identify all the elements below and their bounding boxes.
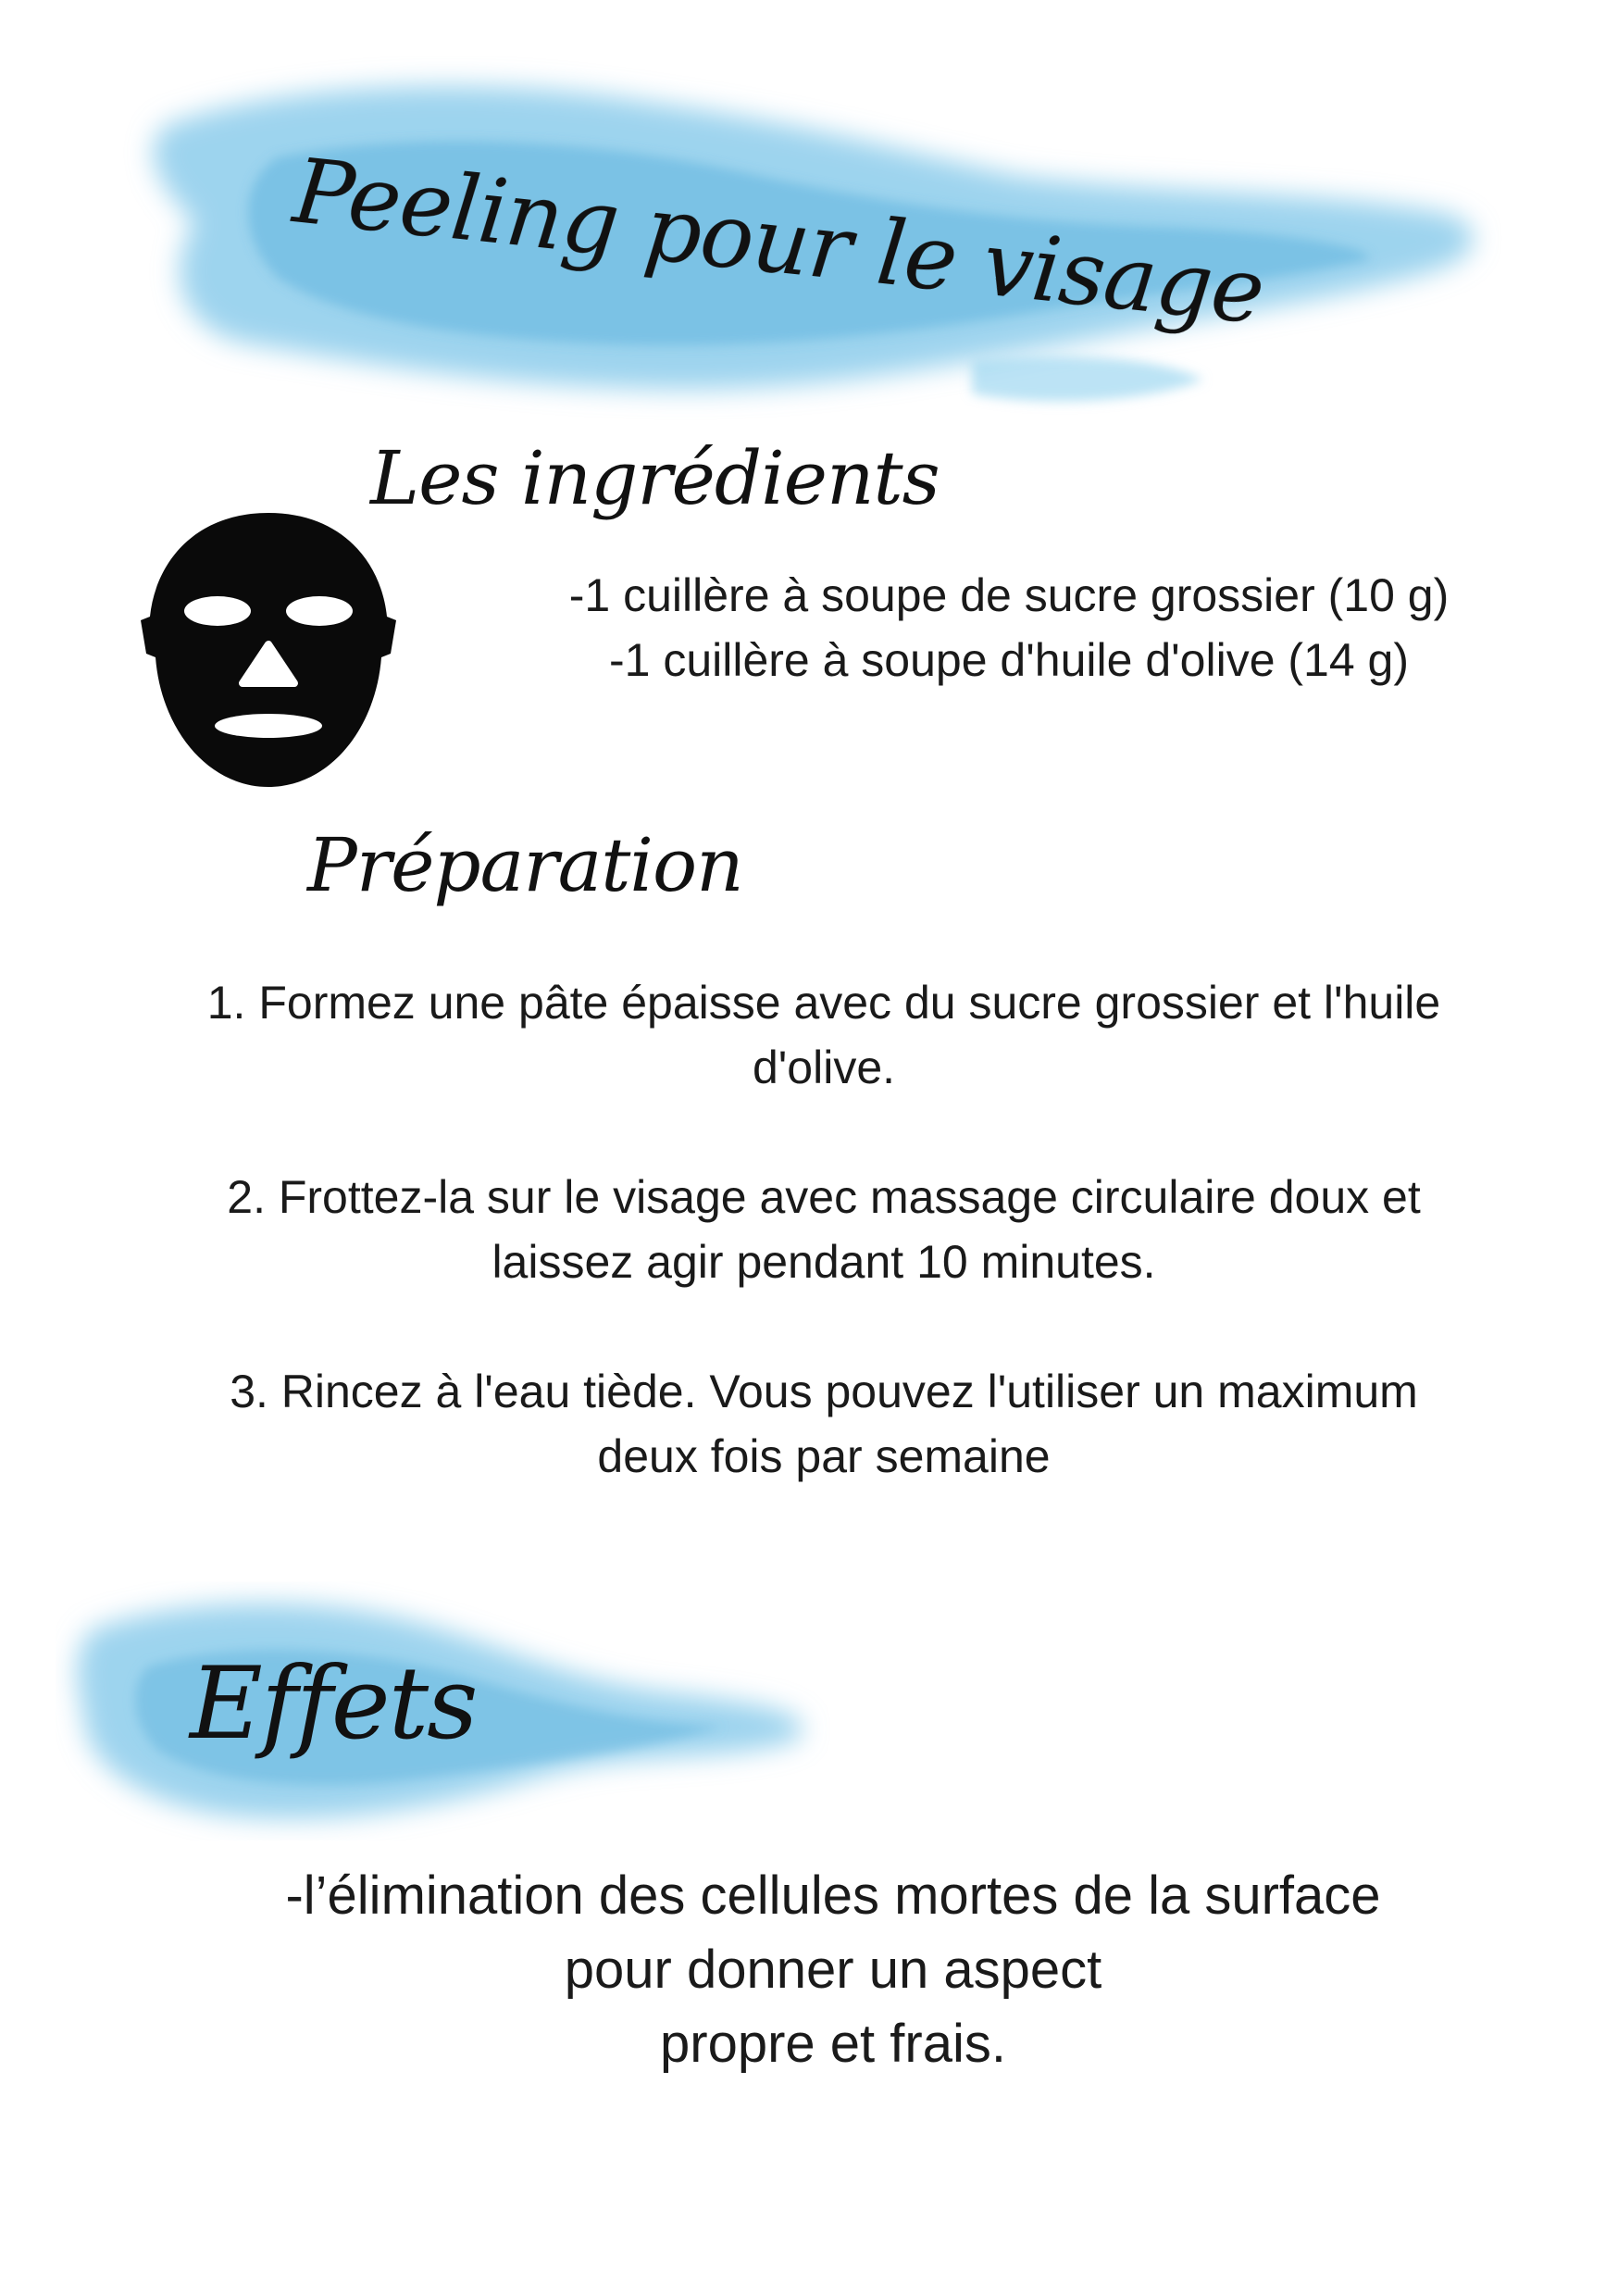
preparation-heading: Préparation [307, 822, 743, 908]
preparation-step [74, 1359, 1574, 1489]
step-line: 2. Frottez-la sur le visage avec massage circulaire doux et [227, 1171, 1421, 1223]
ingredients-heading: Les ingrédients [370, 435, 940, 521]
preparation-step [74, 1165, 1574, 1294]
step-line: d'olive. [752, 1042, 896, 1093]
ingredient-item: -1 cuillère à soupe d'huile d'olive (14 g) [608, 634, 1410, 686]
step-line: deux fois par semaine [597, 1430, 1051, 1482]
effects-heading: Effets [190, 1646, 477, 1762]
preparation-step [74, 970, 1574, 1100]
step-line: 3. Rincez à l'eau tiède. Vous pouvez l'utiliser un maximum [230, 1366, 1418, 1417]
effects-line: pour donner un aspect [564, 1940, 1102, 2000]
step-line: laissez agir pendant 10 minutes. [492, 1236, 1156, 1288]
effects-line: -l’élimination des cellules mortes de la surface [285, 1866, 1381, 1926]
effects-description [93, 1859, 1574, 2081]
effects-line: propre et frais. [660, 2014, 1006, 2074]
page-title: Peeling pour le visage [289, 139, 1269, 344]
ingredient-item: -1 cuillère à soupe de sucre grossier (10 g) [568, 569, 1450, 621]
face-mask-icon [139, 507, 398, 794]
preparation-steps [74, 970, 1574, 1554]
ingredients-list [444, 563, 1574, 693]
step-line: 1. Formez une pâte épaisse avec du sucre grossier et l'huile [206, 977, 1441, 1029]
